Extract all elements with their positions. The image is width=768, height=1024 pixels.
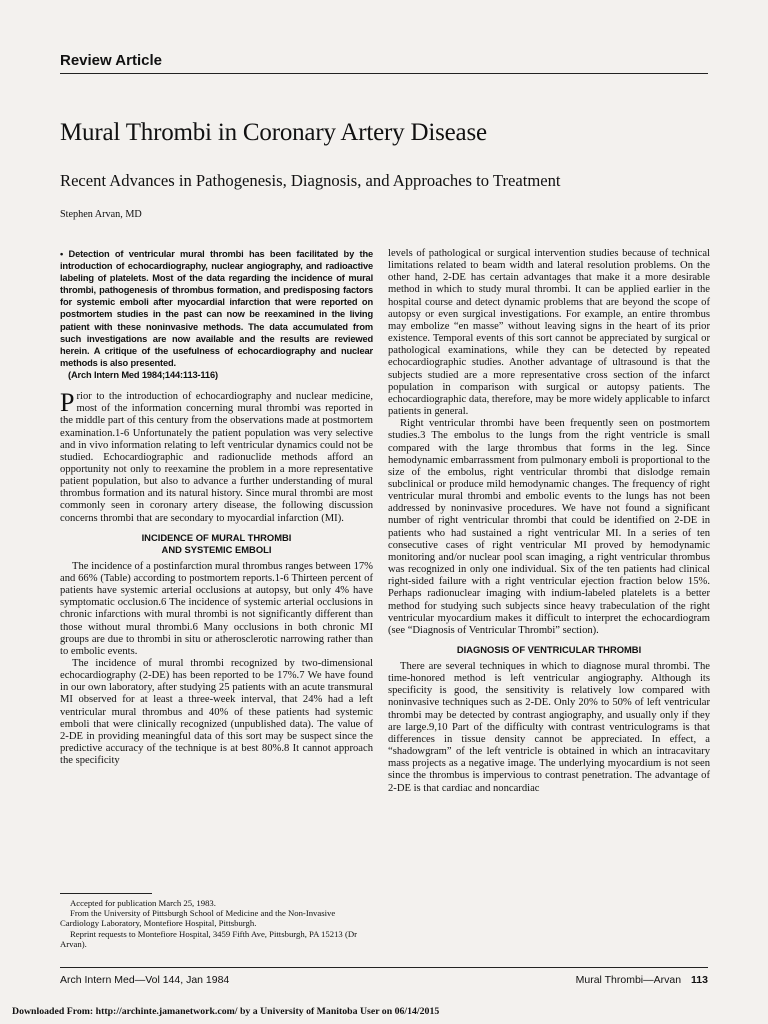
heading-line-1: INCIDENCE OF MURAL THROMBI bbox=[141, 531, 292, 543]
footnotes bbox=[60, 893, 373, 949]
abstract-citation: (Arch Intern Med 1984;144:113-116) bbox=[68, 369, 218, 380]
footer-journal: Arch Intern Med—Vol 144, Jan 1984 bbox=[60, 974, 230, 986]
footer-rule bbox=[60, 967, 708, 968]
article-title: Mural Thrombi in Coronary Artery Disease bbox=[60, 119, 487, 146]
section-heading-diagnosis: DIAGNOSIS OF VENTRICULAR THROMBI bbox=[456, 644, 642, 655]
header-rule bbox=[60, 73, 708, 74]
footnote-accepted: Accepted for publication March 25, 1983. bbox=[70, 898, 216, 908]
section-label: Review Article bbox=[60, 52, 162, 69]
intro-paragraph bbox=[60, 388, 373, 525]
left-column bbox=[60, 248, 373, 767]
footnote-rule bbox=[60, 893, 152, 894]
intro-text: rior to the introduction of echocardiography and nuclear medicine, most of the information concerning mural thrombi was reported in the middle part of this century from the observations made at postmortem examination.1-6 Unfortunately the patient population was very selective and in vivo information relating to left ventricular dynamics could not be studied. Echocardiographic and radionuclide methods afford an opportunity not only to reexamine the problem in a more representative patient population, but also to advance a further understanding of mural thrombus formation and its natural history. Since mural thrombi are most commonly seen in coronary artery disease, the following discussion concerns thrombi that are secondary to myocardial infarction (MI). bbox=[60, 391, 373, 524]
footnote-affiliation: From the University of Pittsburgh School of Medicine and the Non-Invasive Cardiology Laboratory, Montefiore Hospital, Pittsburgh. bbox=[60, 908, 336, 929]
section-heading-incidence bbox=[60, 532, 373, 556]
incidence-paragraph-1: The incidence of a postinfarction mural thrombus ranges between 17% and 66% (Table) according to postmortem reports.1-6 Thirteen percent of patients have systemic arterial occlusions at autopsy, but only 4% have symptomatic occlusion.6 The incidence of systemic arterial occlusions in chronic infarctions with mural thrombi is not significantly different than those without mural thrombi.6 Many occlusions in both chronic MI groups are due to thrombi in situ or atherosclerotic narrowing rather than to embolic events. bbox=[60, 560, 373, 657]
right-paragraph-2: Right ventricular thrombi have been frequently seen on postmortem studies.3 The embolus to the lungs from the right ventricle is small compared with the large thrombus that forms in the leg. Since hemodynamic embarrassment from pulmonary emboli is proportional to the size of the embolus, right ventricular thrombi that dislodge remain subclinical or produce mild hemodynamic changes. The frequency of right ventricular mural thrombi and embolic events to the lungs has not been addressed by noninvasive procedures. We have not found a significant number of right ventricular thrombi that could be identified on 2-DE in patients who had sustained a right ventricular MI. In a series of ten consecutive cases of right ventricular MI proved by hemodynamic monitoring and/or nuclear pool scan imaging, a right ventricular thrombus was recognized in only one individual. Six of the ten patients had clinical right-sided failure with a right ventricular ejection fraction below 15%. Perhaps radionuclear imaging with indium-labeled platelets is a better method for studying such subjects since heavy trabeculation of the right ventricular myocardium makes it difficult to interpret the echocardiogram (see “Diagnosis of Ventricular Thrombi” section). bbox=[388, 418, 710, 636]
page-number: 113 bbox=[691, 974, 708, 986]
drop-cap: P bbox=[60, 388, 75, 418]
diagnosis-paragraph: There are several techniques in which to diagnose mural thrombi. The time-honored method is left ventricular angiography. Although its specificity is good, the sensitivity is relatively low compared with noninvasive techniques such as 2-DE. Only 20% to 50% of left ventricular thrombi may be detected by contrast angiography, and usually only if they are large.9,10 Part of the difficulty with contrast ventriculograms is that differences in tissue density cannot be appreciated. In effect, a “shadowgram” of the left ventricle is obtained in which an intracavitary mass projects as a negative image. The underlying myocardium is not seen since the thrombus is impervious to contrast penetration. The advantage of 2-DE is that cardiac and noncardiac bbox=[388, 661, 710, 794]
right-column bbox=[388, 248, 710, 795]
footer-running-title: Mural Thrombi—Arvan bbox=[575, 974, 682, 986]
right-paragraph-1: levels of pathological or surgical intervention studies because of technical limitations related to beam width and lateral resolution problems. On the other hand, 2-DE has certain advantages that make it a more desirable method in which to study mural thrombi. It can be applied earlier in the hospital course and detect dynamic problems that are beyond the scope of autopsy or even surgical investigations. For example, an entire thrombus may embolize “en masse” without leaving signs in the heart of its prior existence. Temporal events of this sort cannot be appreciated by surgical or pathological examinations, while they can be detected by repeated echocardiographic studies. Another advantage of ultrasound is that the subjects studied are a more representative cross section of the infarct population in comparison with surgical or autopsy patients. The echocardiographic data, therefore, may be more widely applicable to infarct patients in general. bbox=[388, 248, 710, 418]
abstract-text: • Detection of ventricular mural thrombi has been facilitated by the introduction of echocardiography, nuclear angiography, and radioactive labeling of platelets. Most of the data regarding the incidence of mural thrombi, pathogenesis of thrombus formation, and predisposing factors for systemic emboli after myocardial infarction that were reported on postmortem studies in the past can now be reexamined in the living patient with these noninvasive methods. The data accumulated from such investigations are now available and the results are reviewed herein. A critique of the usefulness of echocardiography and nuclear methods is also presented. bbox=[60, 249, 373, 368]
download-link[interactable]: Downloaded From: http://archinte.jamanetwork.com/ by a University of Manitoba User on 06/14/2015 bbox=[12, 1006, 440, 1017]
footnote-reprints: Reprint requests to Montefiore Hospital, 3459 Fifth Ave, Pittsburgh, PA 15213 (Dr Arvan). bbox=[60, 928, 357, 949]
incidence-paragraph-2: The incidence of mural thrombi recognized by two-dimensional echocardiography (2-DE) has been reported to be 17%.7 We have found in our own laboratory, after studying 25 patients with an acute transmural MI observed for at least a three-week interval, that 24% had a left ventricular mural thrombus and 40% of these patients had systemic emboli that were clinically recognized (unpublished data). The value of 2-DE in providing meaningful data of this sort may be suspect since the predictive accuracy of the technique is at best 80%.8 It cannot approach the specificity bbox=[60, 658, 373, 767]
article-subtitle: Recent Advances in Pathogenesis, Diagnosis, and Approaches to Treatment bbox=[60, 171, 561, 190]
footer-running-head bbox=[576, 974, 708, 986]
abstract bbox=[60, 248, 373, 381]
heading-line-2: AND SYSTEMIC EMBOLI bbox=[161, 543, 272, 555]
author-line: Stephen Arvan, MD bbox=[60, 209, 142, 220]
